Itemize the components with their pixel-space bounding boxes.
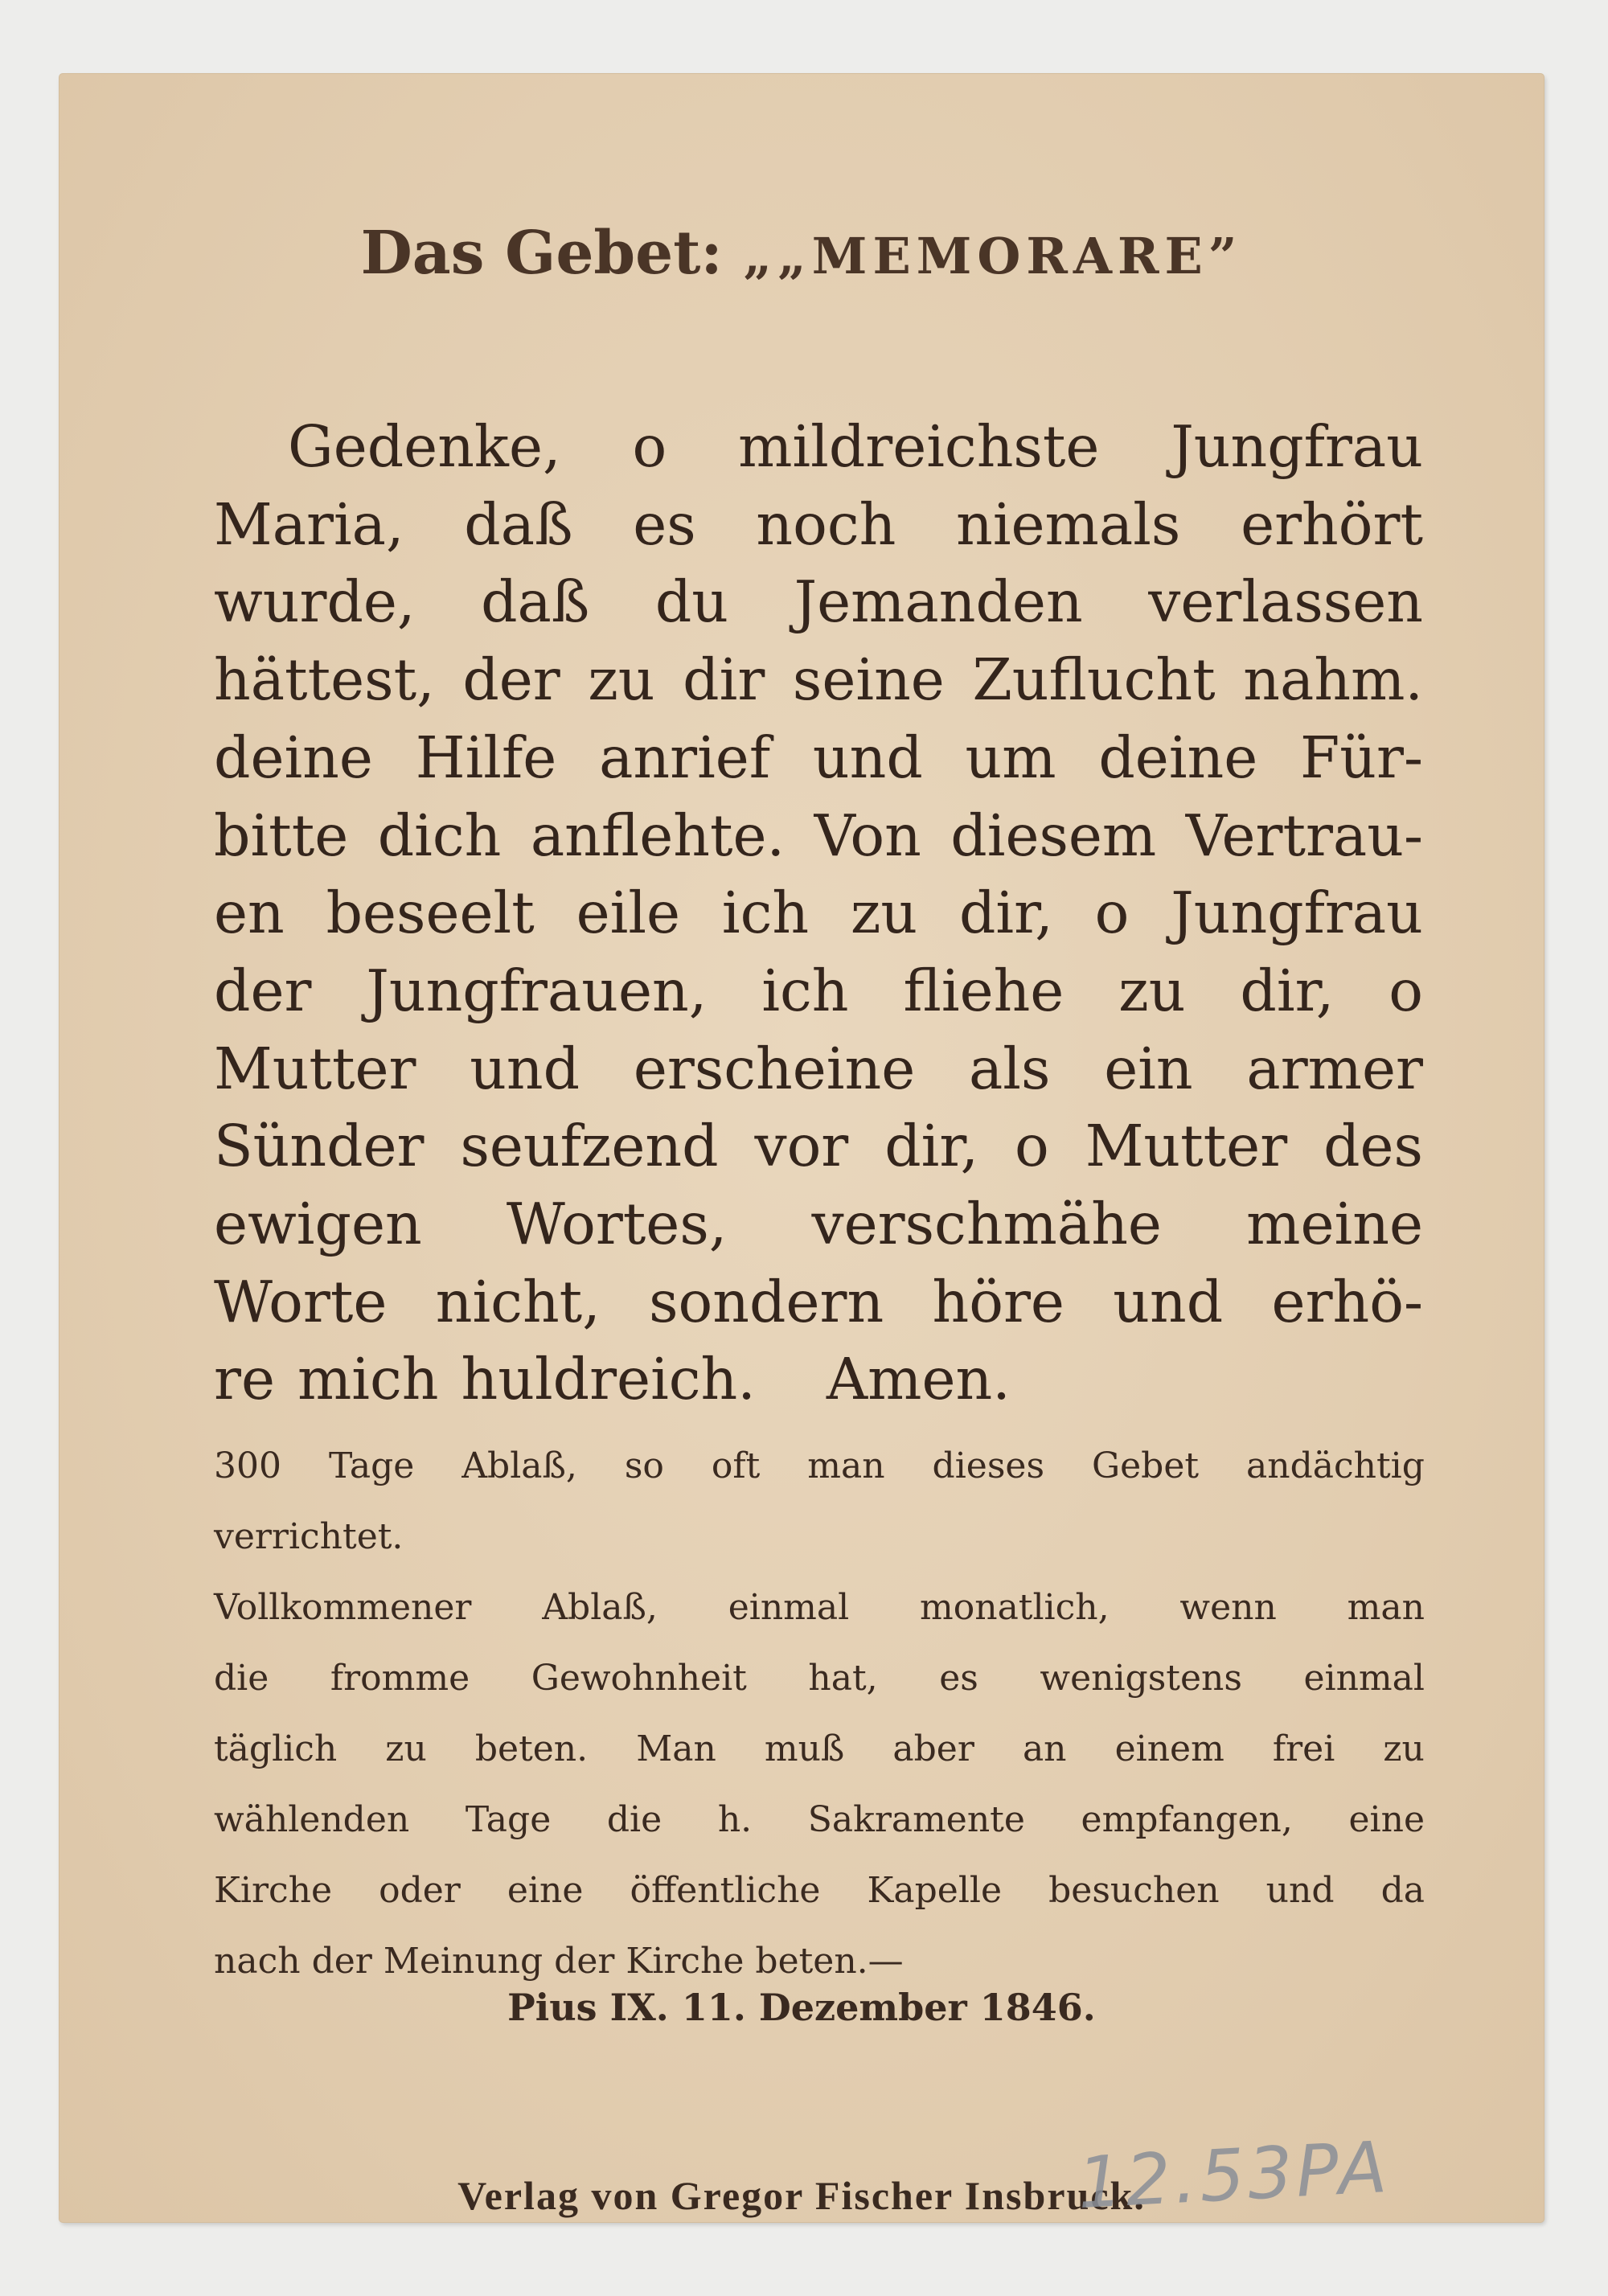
indulgence-word: verrichtet. bbox=[214, 1516, 404, 1557]
prayer-word: deine bbox=[1098, 724, 1258, 791]
prayer-word: Jemanden bbox=[794, 568, 1083, 636]
prayer-word: Mutter bbox=[214, 1035, 416, 1102]
prayer-word: mildreichste bbox=[738, 413, 1100, 480]
prayer-word: des bbox=[1323, 1113, 1423, 1180]
prayer-card bbox=[59, 74, 1544, 2225]
prayer-word: anflehte. bbox=[530, 802, 786, 869]
indulgence-word: Sakramente bbox=[807, 1799, 1025, 1840]
prayer-line bbox=[214, 1264, 1423, 1342]
prayer-word: Mutter bbox=[1085, 1113, 1288, 1180]
prayer-word: dir, bbox=[958, 879, 1053, 947]
indulgence-word: einmal bbox=[728, 1587, 850, 1628]
indulgence-word: Tage bbox=[465, 1799, 552, 1840]
prayer-word: als bbox=[968, 1035, 1051, 1102]
indulgence-word: Kapelle bbox=[867, 1870, 1003, 1911]
indulgence-word: man bbox=[1347, 1587, 1425, 1628]
prayer-word: Jungfrauen, bbox=[366, 957, 708, 1024]
papal-signature: Pius IX. 11. Dezember 1846. bbox=[507, 1986, 1096, 2029]
prayer-word: beseelt bbox=[326, 879, 535, 947]
prayer-line bbox=[214, 1108, 1423, 1186]
prayer-word: seufzend bbox=[460, 1113, 719, 1180]
prayer-word: höre bbox=[932, 1268, 1064, 1335]
indulgence-word: Kirche bbox=[214, 1870, 332, 1911]
prayer-line bbox=[214, 953, 1423, 1031]
prayer-word: Für- bbox=[1300, 724, 1423, 791]
prayer-word: zu bbox=[850, 879, 918, 947]
prayer-word: vor bbox=[754, 1113, 849, 1180]
prayer-word: Von bbox=[814, 802, 921, 869]
indulgence-line bbox=[214, 1431, 1425, 1502]
prayer-word: Zuflucht bbox=[972, 646, 1216, 714]
indulgence-word: die bbox=[214, 1658, 269, 1699]
prayer-word: deine bbox=[214, 724, 373, 791]
prayer-word: niemals bbox=[956, 490, 1181, 558]
prayer-word: zu bbox=[588, 646, 655, 714]
prayer-word: erhört bbox=[1241, 490, 1423, 558]
indulgence-word: Man bbox=[636, 1728, 716, 1769]
prayer-word: hättest, bbox=[214, 646, 435, 714]
prayer-word: wurde, bbox=[214, 568, 416, 636]
prayer-word: huldreich. bbox=[461, 1346, 756, 1413]
card-title bbox=[59, 219, 1544, 288]
prayer-word: Sünder bbox=[214, 1113, 425, 1180]
indulgence-word: wählenden bbox=[214, 1799, 410, 1840]
indulgence-word: frei bbox=[1272, 1728, 1335, 1769]
prayer-word: seine bbox=[792, 646, 945, 714]
prayer-word: diesem bbox=[950, 802, 1157, 869]
prayer-word: Worte bbox=[214, 1268, 388, 1335]
prayer-word: o bbox=[1015, 1113, 1049, 1180]
handwritten-archive-number: 12.53PA bbox=[1075, 2125, 1393, 2225]
indulgence-line bbox=[214, 1714, 1425, 1785]
indulgence-word: oft bbox=[711, 1445, 761, 1486]
indulgence-word: h. bbox=[717, 1799, 753, 1840]
prayer-word: ewigen bbox=[214, 1191, 422, 1258]
prayer-word: der bbox=[214, 957, 312, 1024]
prayer-word: verlassen bbox=[1148, 568, 1423, 636]
indulgence-word: nach bbox=[214, 1941, 301, 1982]
prayer-line bbox=[214, 642, 1423, 720]
prayer-line bbox=[214, 875, 1423, 953]
indulgence-word: beten.— bbox=[755, 1941, 904, 1982]
prayer-word: anrief bbox=[599, 724, 771, 791]
title-memorare: „„MEMORARE” bbox=[743, 227, 1243, 285]
prayer-word: re bbox=[214, 1346, 275, 1413]
prayer-amen: Amen. bbox=[826, 1346, 1011, 1413]
indulgence-line bbox=[214, 1643, 1425, 1714]
indulgence-word: hat, bbox=[808, 1658, 878, 1699]
prayer-word: ich bbox=[721, 879, 810, 947]
prayer-text bbox=[214, 408, 1423, 1419]
indulgence-word: wenigstens bbox=[1040, 1658, 1242, 1699]
indulgence-line bbox=[214, 1785, 1425, 1855]
prayer-word: mich bbox=[297, 1346, 439, 1413]
indulgence-line bbox=[214, 1572, 1425, 1643]
indulgence-word: eine bbox=[1348, 1799, 1425, 1840]
indulgence-word: Gebet bbox=[1091, 1445, 1200, 1486]
prayer-line bbox=[214, 797, 1423, 875]
prayer-word: Maria, bbox=[214, 490, 404, 558]
indulgence-word: an bbox=[1022, 1728, 1067, 1769]
indulgence-line bbox=[214, 1502, 1425, 1572]
indulgence-word: täglich bbox=[214, 1728, 338, 1769]
prayer-word: o bbox=[1389, 957, 1423, 1024]
prayer-line bbox=[214, 1186, 1423, 1264]
indulgence-word: der bbox=[554, 1941, 615, 1982]
prayer-word: und bbox=[812, 724, 923, 791]
title-lead: Das Gebet: bbox=[360, 219, 744, 288]
indulgence-word: Ablaß, bbox=[542, 1587, 658, 1628]
prayer-word: es bbox=[633, 490, 696, 558]
publisher-line: Verlag von Gregor Fischer Insbruck. bbox=[457, 2173, 1146, 2218]
prayer-line bbox=[214, 408, 1423, 486]
indulgence-word: dieses bbox=[932, 1445, 1045, 1486]
prayer-word: verschmähe bbox=[811, 1191, 1162, 1258]
prayer-word: ein bbox=[1104, 1035, 1193, 1102]
indulgence-word: da bbox=[1380, 1870, 1425, 1911]
indulgence-word: es bbox=[939, 1658, 978, 1699]
prayer-line bbox=[214, 486, 1423, 564]
prayer-word: dich bbox=[377, 802, 502, 869]
prayer-word: du bbox=[654, 568, 729, 636]
indulgence-word: fromme bbox=[330, 1658, 470, 1699]
prayer-word: fliehe bbox=[903, 957, 1064, 1024]
indulgence-word: Tage bbox=[328, 1445, 415, 1486]
indulgence-word: Kirche bbox=[626, 1941, 745, 1982]
indulgence-word: einem bbox=[1114, 1728, 1224, 1769]
prayer-line bbox=[214, 564, 1423, 642]
indulgence-note bbox=[214, 1431, 1425, 1997]
prayer-word: o bbox=[632, 413, 667, 480]
indulgence-word: der bbox=[311, 1941, 372, 1982]
prayer-word: nicht, bbox=[435, 1268, 601, 1335]
prayer-word: daß bbox=[464, 490, 573, 558]
prayer-word: ich bbox=[761, 957, 849, 1024]
prayer-word: und bbox=[1113, 1268, 1224, 1335]
prayer-word: Vertrau- bbox=[1185, 802, 1423, 869]
prayer-word: zu bbox=[1118, 957, 1186, 1024]
indulgence-word: die bbox=[606, 1799, 662, 1840]
prayer-word: armer bbox=[1246, 1035, 1423, 1102]
prayer-word: dir, bbox=[1240, 957, 1335, 1024]
prayer-word: meine bbox=[1246, 1191, 1423, 1258]
indulgence-word: zu bbox=[1383, 1728, 1425, 1769]
prayer-word: erhö- bbox=[1271, 1268, 1423, 1335]
prayer-word: dir bbox=[683, 646, 765, 714]
prayer-word: nahm. bbox=[1243, 646, 1423, 714]
indulgence-word: aber bbox=[892, 1728, 974, 1769]
prayer-word: erscheine bbox=[633, 1035, 916, 1102]
indulgence-word: empfangen, bbox=[1081, 1799, 1293, 1840]
prayer-word: daß bbox=[481, 568, 590, 636]
prayer-line bbox=[214, 1341, 1423, 1419]
indulgence-word: einmal bbox=[1303, 1658, 1425, 1699]
prayer-word: o bbox=[1094, 879, 1130, 947]
indulgence-word: Ablaß, bbox=[461, 1445, 577, 1486]
prayer-line bbox=[214, 720, 1423, 797]
prayer-word: Gedenke, bbox=[288, 413, 561, 480]
prayer-word: en bbox=[214, 879, 285, 947]
prayer-word: sondern bbox=[649, 1268, 884, 1335]
indulgence-word: Gewohnheit bbox=[531, 1658, 747, 1699]
prayer-word: Wortes, bbox=[506, 1191, 728, 1258]
prayer-word: der bbox=[462, 646, 560, 714]
indulgence-line bbox=[214, 1855, 1425, 1926]
prayer-word: Hilfe bbox=[415, 724, 557, 791]
indulgence-word: Vollkommener bbox=[214, 1587, 472, 1628]
indulgence-word: besuchen bbox=[1048, 1870, 1220, 1911]
prayer-word: Jungfrau bbox=[1171, 413, 1423, 480]
indulgence-word: andächtig bbox=[1246, 1445, 1425, 1486]
indulgence-word: so bbox=[624, 1445, 664, 1486]
prayer-word: eile bbox=[576, 879, 681, 947]
indulgence-word: muß bbox=[764, 1728, 845, 1769]
prayer-word: noch bbox=[756, 490, 896, 558]
indulgence-word: monatlich, bbox=[920, 1587, 1110, 1628]
indulgence-word: 300 bbox=[214, 1445, 281, 1486]
prayer-word: um bbox=[965, 724, 1056, 791]
indulgence-word: und bbox=[1265, 1870, 1335, 1911]
indulgence-word: beten. bbox=[474, 1728, 589, 1769]
indulgence-word: wenn bbox=[1179, 1587, 1277, 1628]
indulgence-word: eine bbox=[507, 1870, 584, 1911]
indulgence-word: man bbox=[807, 1445, 885, 1486]
prayer-word: und bbox=[470, 1035, 580, 1102]
prayer-word: bitte bbox=[214, 802, 349, 869]
indulgence-word: zu bbox=[385, 1728, 427, 1769]
prayer-word: dir, bbox=[884, 1113, 979, 1180]
prayer-line bbox=[214, 1031, 1423, 1109]
indulgence-word: oder bbox=[379, 1870, 461, 1911]
indulgence-word: öffentliche bbox=[630, 1870, 821, 1911]
indulgence-word: Meinung bbox=[383, 1941, 544, 1982]
prayer-word: Jungfrau bbox=[1171, 879, 1423, 947]
